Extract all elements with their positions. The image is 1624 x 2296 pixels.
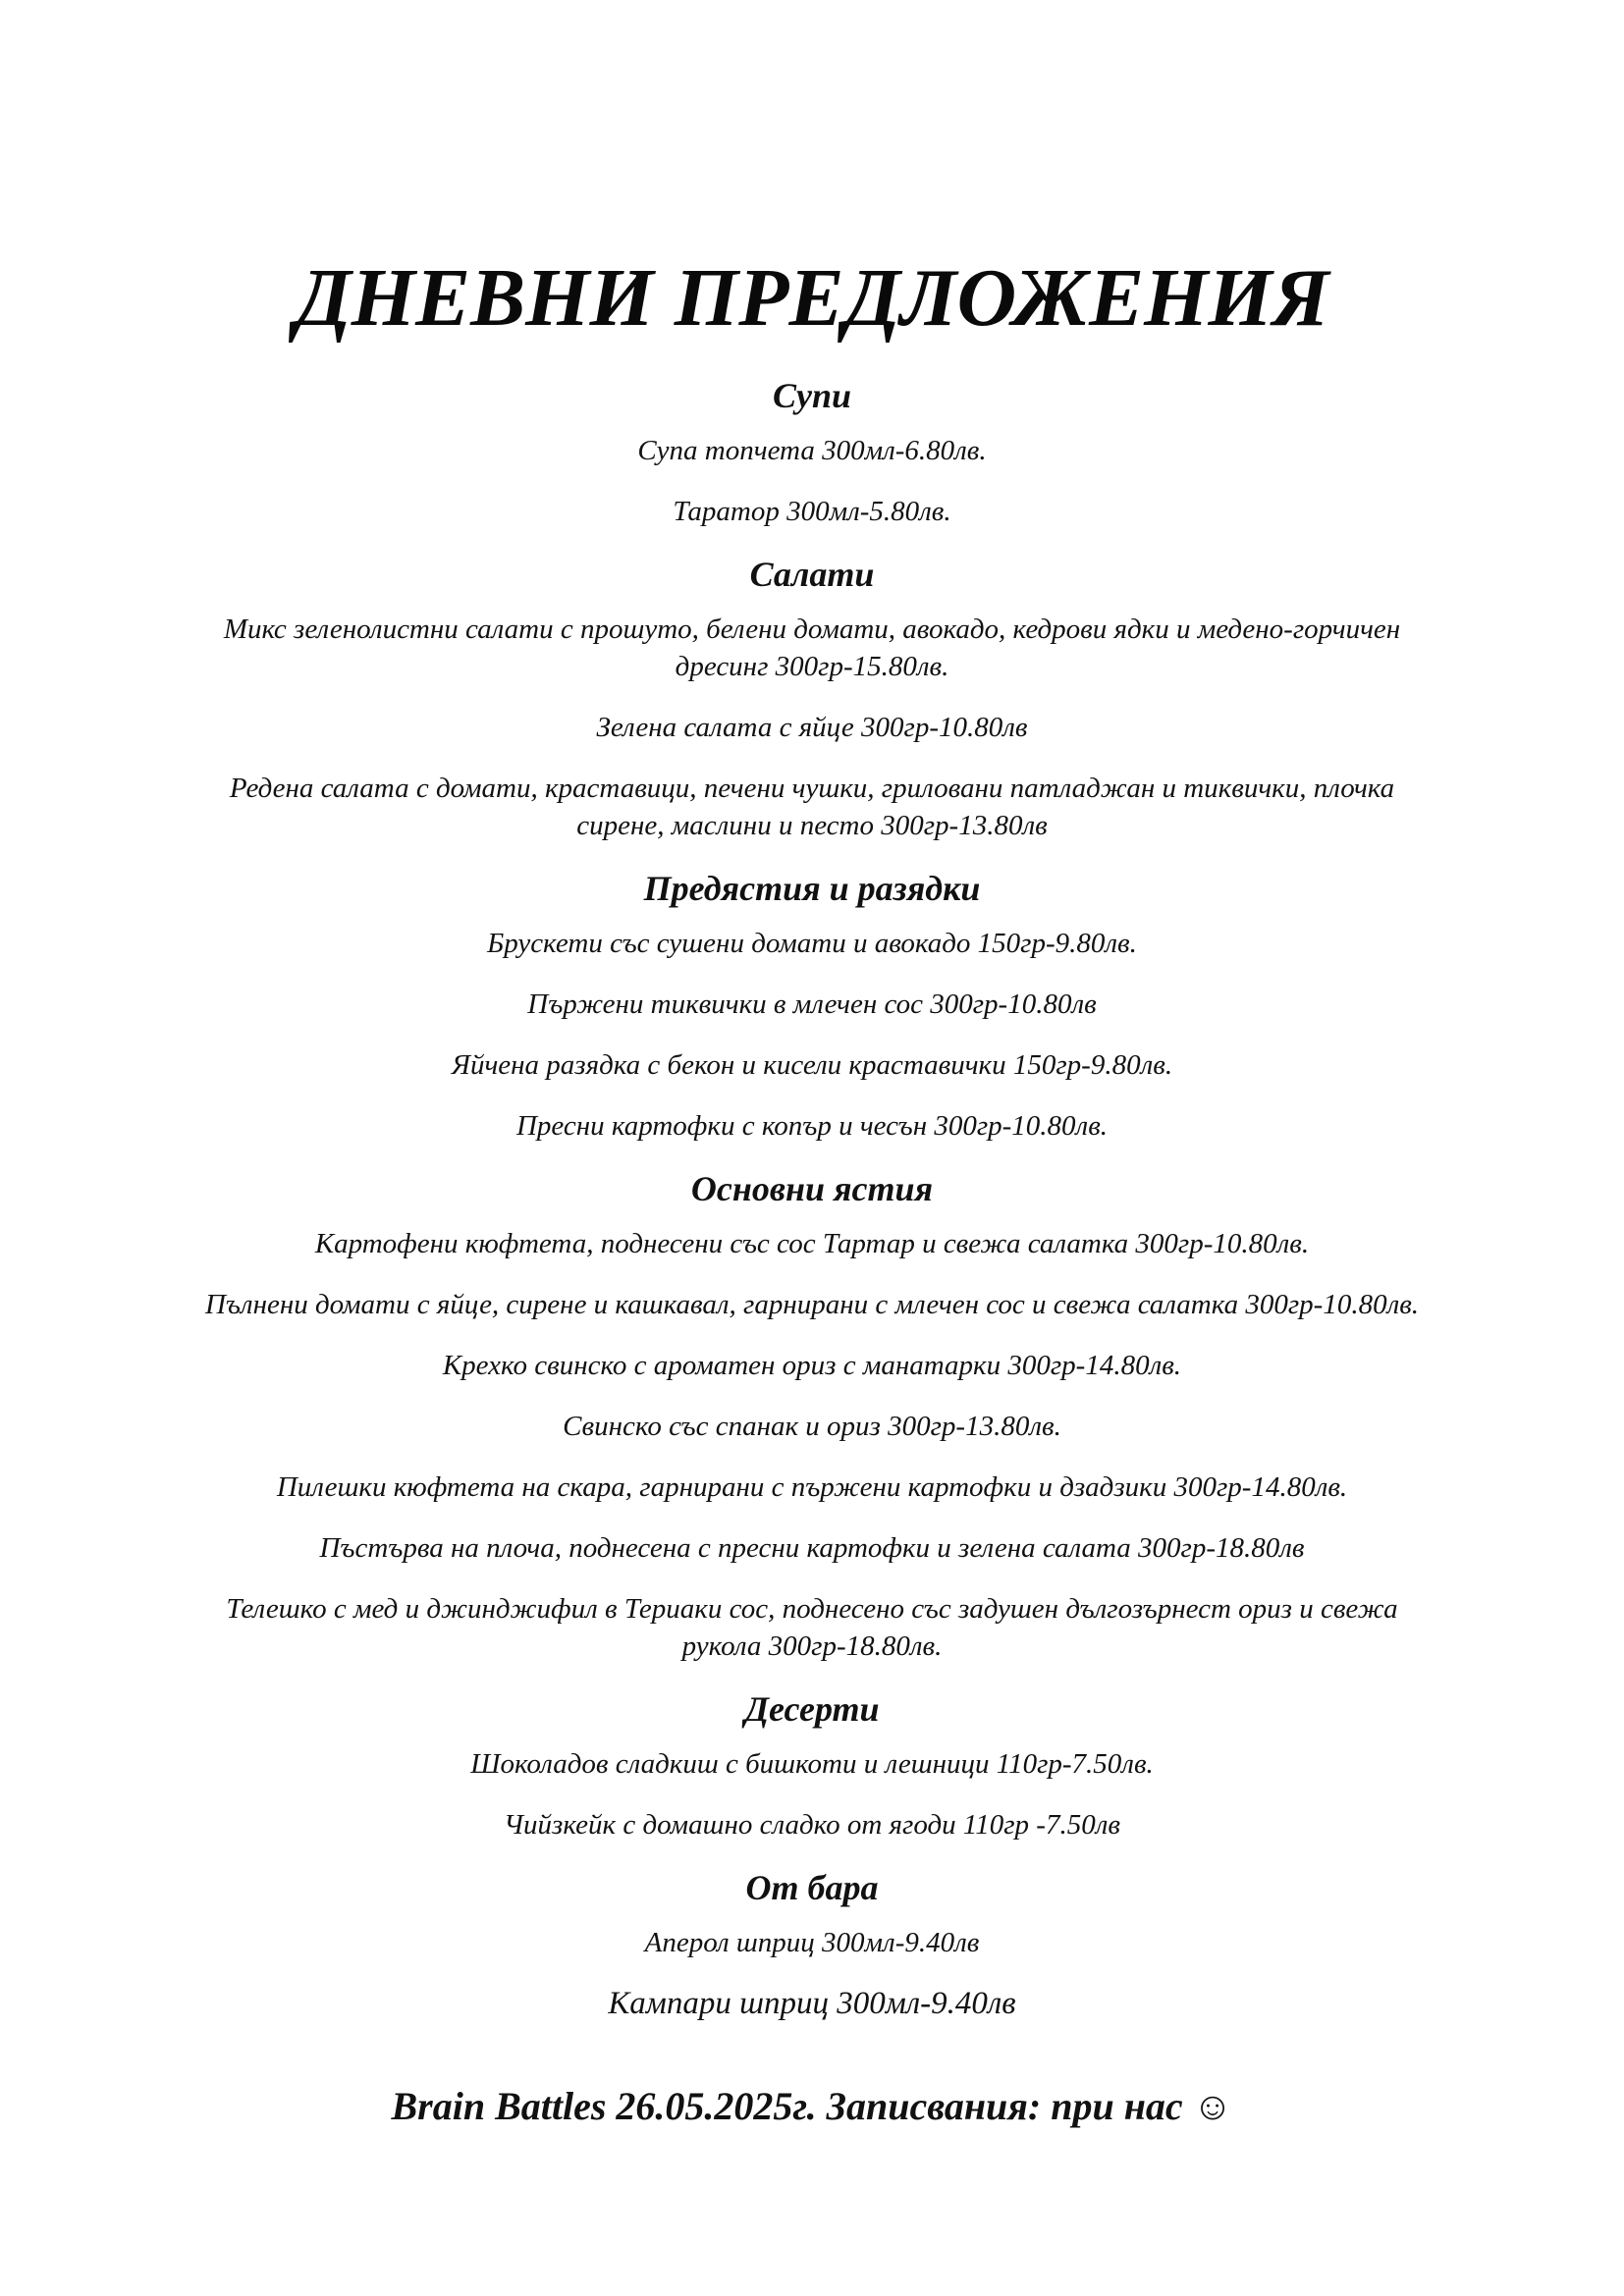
menu-list <box>187 375 1437 2046</box>
section-title: Салати <box>749 555 875 594</box>
menu-item: Супа топчета 300мл-6.80лв. <box>637 435 987 466</box>
event-announcement: Brain Battles 26.05.2025г. Записвания: при нас ☺ <box>391 2084 1233 2128</box>
section-items <box>187 1745 1437 1843</box>
section-salads <box>187 554 1437 844</box>
section-items <box>187 925 1437 1145</box>
section-items <box>187 1924 1437 2022</box>
menu-item: Пилешки кюфтета на скара, гарнирани с пържени картофки и дзадзики 300гр-14.80лв. <box>276 1471 1348 1503</box>
section-main-dishes <box>187 1168 1437 1665</box>
section-items <box>187 1225 1437 1665</box>
menu-item: Кампари шприц 300мл-9.40лв <box>608 1986 1016 2021</box>
section-title: Основни ястия <box>690 1169 934 1208</box>
menu-item: Телешко с мед и джинджифил в Териаки сос, поднесено със задушен дългозърнест ориз и свежа рукола 300гр-18.80лв. <box>226 1593 1398 1662</box>
menu-item: Пържени тиквички в млечен сос 300гр-10.80лв <box>527 988 1097 1020</box>
menu-item: Редена салата с домати, краставици, печени чушки, гриловани патладжан и тиквички, плочка сирене, маслини и песто 300гр-13.80лв <box>229 773 1395 841</box>
menu-item: Крехко свинско с ароматен ориз с манатарки 300гр-14.80лв. <box>442 1350 1182 1381</box>
menu-item: Чийзкейк с домашно сладко от ягоди 110гр -7.50лв <box>504 1809 1120 1841</box>
menu-item: Брускети със сушени домати и авокадо 150гр-9.80лв. <box>487 928 1137 959</box>
section-soups <box>187 375 1437 530</box>
menu-item: Пълнени домати с яйце, сирене и кашкавал, гарнирани с млечен сос и свежа салатка 300гр-10.80лв. <box>204 1289 1420 1320</box>
section-desserts <box>187 1688 1437 1843</box>
section-items <box>187 432 1437 530</box>
section-title: Предястия и разядки <box>643 869 981 908</box>
menu-item: Шоколадов сладкиш с бишкоти и лешници 110гр-7.50лв. <box>470 1748 1154 1780</box>
section-bar <box>187 1867 1437 2022</box>
menu-item: Пъстърва на плоча, поднесена с пресни картофки и зелена салата 300гр-18.80лв <box>319 1532 1305 1564</box>
section-items <box>187 611 1437 844</box>
menu-item: Аперол шприц 300мл-9.40лв <box>644 1927 980 1958</box>
menu-item: Пресни картофки с копър и чесън 300гр-10.80лв. <box>515 1110 1109 1142</box>
menu-item: Свинско със спанак и ориз 300гр-13.80лв. <box>563 1411 1061 1442</box>
menu-item: Таратор 300мл-5.80лв. <box>673 496 951 527</box>
section-title: От бара <box>745 1868 879 1907</box>
section-title: Десерти <box>744 1689 880 1729</box>
menu-item: Яйчена разядка с бекон и кисели краставички 150гр-9.80лв. <box>451 1049 1173 1081</box>
page-title: ДНЕВНИ ПРЕДЛОЖЕНИЯ <box>295 252 1329 344</box>
section-appetizers <box>187 868 1437 1145</box>
menu-item: Микс зеленолистни салати с прошуто, белени домати, авокадо, кедрови ядки и медено-горчичен дресинг 300гр-15.80лв. <box>223 614 1401 682</box>
menu-item: Зелена салата с яйце 300гр-10.80лв <box>596 712 1028 743</box>
section-title: Супи <box>772 376 852 415</box>
menu-item: Картофени кюфтета, поднесени със сос Тартар и свежа салатка 300гр-10.80лв. <box>314 1228 1310 1259</box>
